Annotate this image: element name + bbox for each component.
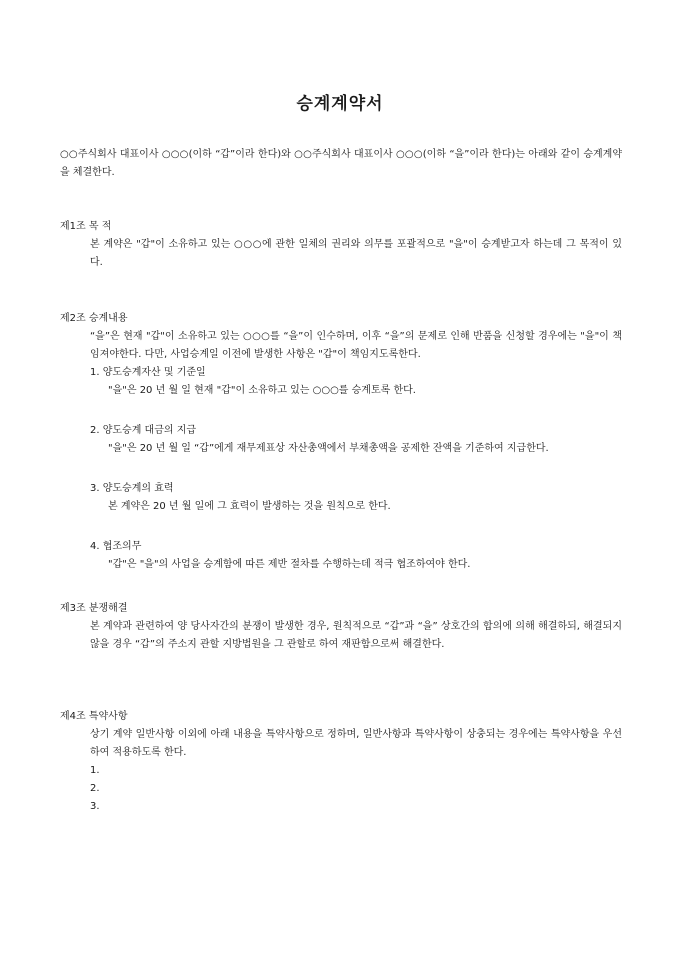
article-4-item-2: 2. (90, 783, 100, 794)
article-3 (60, 600, 622, 654)
article-4-item-1: 1. (90, 765, 100, 776)
article-2 (60, 310, 622, 574)
article-2-heading: 제2조 승계내용 (60, 313, 128, 324)
article-2-item-3-body: 본 계약은 20 년 월 일에 그 효력이 발생하는 것을 원칙으로 한다. (108, 501, 391, 512)
article-2-item-2-body: "을"은 20 년 월 일 “갑”에게 재무제표상 자산총액에서 부채총액을 공제한 잔액을 기준하여 지급한다. (108, 443, 549, 454)
document-title: 승계계약서 (296, 94, 384, 114)
article-2-item-4-title: 4. 협조의무 (90, 541, 142, 552)
article-2-body: “을”은 현재 "갑"이 소유하고 있는 ○○○를 “을”이 인수하며, 이후 “을”의 문제로 인해 반품을 신청할 경우에는 "을"이 책임져야한다. 다만, 사업승계일 이전에 발생한 사항은 "갑"이 책임지도록한다. (90, 331, 622, 360)
article-3-heading: 제3조 분쟁해결 (60, 603, 128, 614)
article-4 (60, 708, 622, 816)
article-4-heading: 제4조 특약사항 (60, 711, 128, 722)
intro-paragraph: ○○주식회사 대표이사 ○○○(이하 “갑”이라 한다)와 ○○주식회사 대표이사 ○○○(이하 “을”이라 한다)는 아래와 같이 승계계약을 체결한다. (60, 149, 622, 178)
article-2-item-2-title: 2. 양도승계 대금의 지급 (90, 425, 197, 436)
article-1 (60, 218, 622, 272)
article-1-heading: 제1조 목 적 (60, 221, 112, 232)
article-2-item-3-title: 3. 양도승계의 효력 (90, 483, 174, 494)
article-4-item-3: 3. (90, 801, 100, 812)
article-3-body: 본 계약과 관련하여 양 당사자간의 분쟁이 발생한 경우, 원칙적으로 “갑”과 “을” 상호간의 합의에 의해 해결하되, 해결되지 않을 경우 “갑”의 주소지 관할 지방법원을 그 관할로 하여 재판함으로써 해결한다. (90, 621, 622, 650)
article-1-body: 본 계약은 "갑"이 소유하고 있는 ○○○에 관한 일체의 권리와 의무를 포괄적으로 "을"이 승계받고자 하는데 그 목적이 있다. (90, 239, 622, 268)
article-2-item-1-body: "을"은 20 년 월 일 현재 "갑"이 소유하고 있는 ○○○를 승계토록 한다. (108, 385, 416, 396)
article-2-item-4-body: "갑"은 "을"의 사업을 승계함에 따른 제반 절차를 수행하는데 적극 협조하여야 한다. (108, 559, 471, 570)
article-4-body: 상기 계약 일반사항 이외에 아래 내용을 특약사항으로 정하며, 일반사항과 특약사항이 상충되는 경우에는 특약사항을 우선하여 적용하도록 한다. (90, 729, 622, 758)
article-2-item-1-title: 1. 양도승계자산 및 기준일 (90, 367, 206, 378)
